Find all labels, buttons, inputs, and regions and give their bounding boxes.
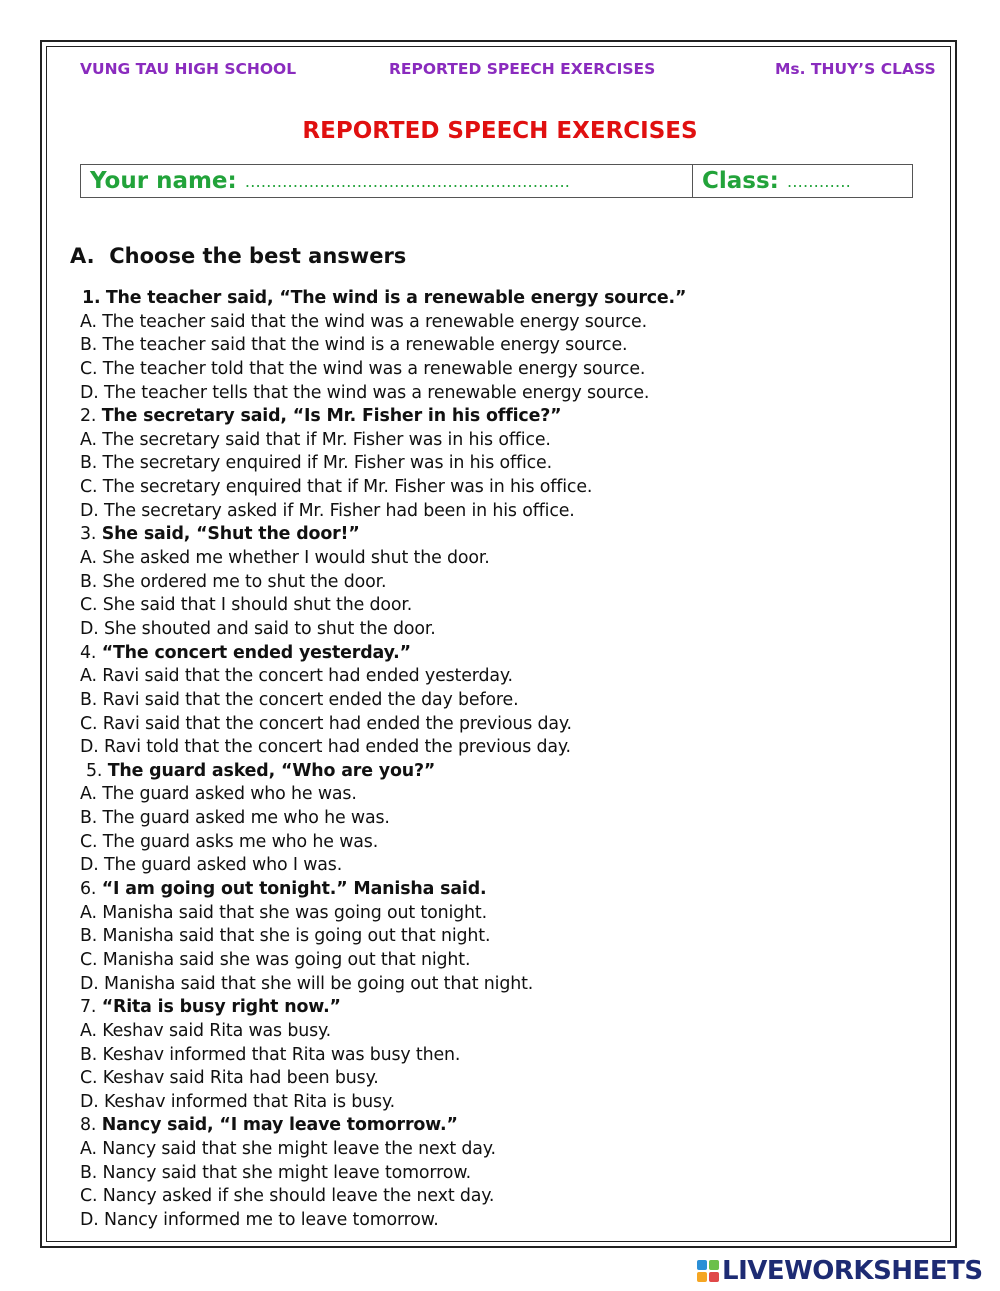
question-1-prompt — [80, 287, 940, 311]
question-list — [80, 287, 940, 1233]
question-5-prompt — [80, 760, 940, 784]
question-number: 8. — [80, 1115, 97, 1136]
question-4-option-b[interactable]: B. Ravi said that the concert ended the day before. — [80, 689, 519, 710]
question-3-option-b[interactable]: B. She ordered me to shut the door. — [80, 571, 387, 592]
liveworksheets-logo — [697, 1257, 983, 1285]
question-number: 1. — [82, 288, 101, 308]
question-7-option-b[interactable]: B. Keshav informed that Rita was busy then. — [80, 1044, 461, 1065]
worksheet-title: REPORTED SPEECH EXERCISES — [302, 118, 698, 144]
question-text: Nancy said, “I may leave tomorrow.” — [101, 1115, 458, 1136]
question-4-option-d[interactable]: D. Ravi told that the concert had ended the previous day. — [80, 737, 571, 758]
question-6-prompt — [80, 878, 940, 902]
question-2-prompt — [80, 405, 940, 429]
question-2-option-c[interactable]: C. The secretary enquired that if Mr. Fisher was in his office. — [80, 477, 593, 498]
question-8-option-b[interactable]: B. Nancy said that she might leave tomorrow. — [80, 1162, 472, 1183]
question-2-option-a[interactable]: A. The secretary said that if Mr. Fisher was in his office. — [80, 429, 551, 450]
question-8-option-c[interactable]: C. Nancy asked if she should leave the next day. — [80, 1186, 495, 1207]
question-number: 3. — [80, 524, 97, 545]
question-7-option-d[interactable]: D. Keshav informed that Rita is busy. — [80, 1091, 396, 1112]
class-dots: ………… — [786, 171, 851, 191]
logo-square-green — [709, 1260, 719, 1270]
question-6-option-d[interactable]: D. Manisha said that she will be going out that night. — [80, 973, 534, 994]
question-number: 2. — [80, 406, 97, 427]
question-8-option-d[interactable]: D. Nancy informed me to leave tomorrow. — [80, 1209, 439, 1230]
question-text: “Rita is busy right now.” — [101, 997, 341, 1018]
question-number: 6. — [80, 879, 97, 900]
header-school: VUNG TAU HIGH SCHOOL — [80, 60, 297, 78]
question-5-option-d[interactable]: D. The guard asked who I was. — [80, 855, 343, 876]
name-class-box — [80, 164, 913, 198]
question-5-option-b[interactable]: B. The guard asked me who he was. — [80, 808, 390, 829]
question-3-option-c[interactable]: C. She said that I should shut the door. — [80, 595, 413, 616]
question-number: 5. — [86, 760, 103, 781]
section-letter: A. — [70, 244, 95, 268]
logo-square-blue — [697, 1260, 707, 1270]
question-1-option-b[interactable]: B. The teacher said that the wind is a renewable energy source. — [80, 335, 628, 356]
question-7-prompt — [80, 996, 940, 1020]
logo-square-red — [709, 1272, 719, 1282]
question-7-option-a[interactable]: A. Keshav said Rita was busy. — [80, 1020, 332, 1041]
class-label: Class: — [702, 168, 779, 194]
question-1-option-a[interactable]: A. The teacher said that the wind was a renewable energy source. — [80, 311, 647, 332]
section-title: Choose the best answers — [109, 244, 407, 268]
name-label: Your name: — [90, 168, 237, 194]
name-dots: ……………………………………………………. — [244, 171, 570, 191]
question-4-option-a[interactable]: A. Ravi said that the concert had ended yesterday. — [80, 666, 513, 687]
logo-text: LIVEWORKSHEETS — [722, 1256, 983, 1286]
question-number: 4. — [80, 642, 97, 663]
question-text: The secretary said, “Is Mr. Fisher in his office?” — [101, 406, 562, 427]
question-5-option-c[interactable]: C. The guard asks me who he was. — [80, 831, 379, 852]
question-1-option-c[interactable]: C. The teacher told that the wind was a renewable energy source. — [80, 358, 646, 379]
question-text: The guard asked, “Who are you?” — [107, 760, 436, 781]
question-text: “I am going out tonight.” Manisha said. — [101, 879, 487, 900]
question-4-prompt — [80, 642, 940, 666]
question-4-option-c[interactable]: C. Ravi said that the concert had ended the previous day. — [80, 713, 572, 734]
question-5-option-a[interactable]: A. The guard asked who he was. — [80, 784, 357, 805]
question-text: She said, “Shut the door!” — [101, 524, 360, 545]
class-field[interactable] — [693, 165, 912, 197]
name-field[interactable] — [81, 165, 693, 197]
liveworksheets-logo-icon — [697, 1260, 719, 1282]
logo-square-orange — [697, 1272, 707, 1282]
question-2-option-d[interactable]: D. The secretary asked if Mr. Fisher had been in his office. — [80, 500, 575, 521]
question-6-option-c[interactable]: C. Manisha said she was going out that night. — [80, 949, 471, 970]
question-text: The teacher said, “The wind is a renewable energy source.” — [105, 288, 687, 308]
section-heading — [70, 244, 406, 268]
question-3-option-d[interactable]: D. She shouted and said to shut the door. — [80, 618, 436, 639]
question-number: 7. — [80, 997, 97, 1018]
header-subject: REPORTED SPEECH EXERCISES — [389, 60, 656, 78]
question-6-option-a[interactable]: A. Manisha said that she was going out tonight. — [80, 902, 487, 923]
question-7-option-c[interactable]: C. Keshav said Rita had been busy. — [80, 1068, 379, 1089]
question-8-prompt — [80, 1114, 940, 1138]
question-2-option-b[interactable]: B. The secretary enquired if Mr. Fisher was in his office. — [80, 453, 552, 474]
question-text: “The concert ended yesterday.” — [101, 642, 411, 663]
question-1-option-d[interactable]: D. The teacher tells that the wind was a renewable energy source. — [80, 382, 650, 403]
question-3-prompt — [80, 523, 940, 547]
question-6-option-b[interactable]: B. Manisha said that she is going out that night. — [80, 926, 491, 947]
question-3-option-a[interactable]: A. She asked me whether I would shut the door. — [80, 548, 490, 569]
question-8-option-a[interactable]: A. Nancy said that she might leave the next day. — [80, 1139, 496, 1160]
header-class: Ms. THUY’S CLASS — [775, 60, 936, 78]
